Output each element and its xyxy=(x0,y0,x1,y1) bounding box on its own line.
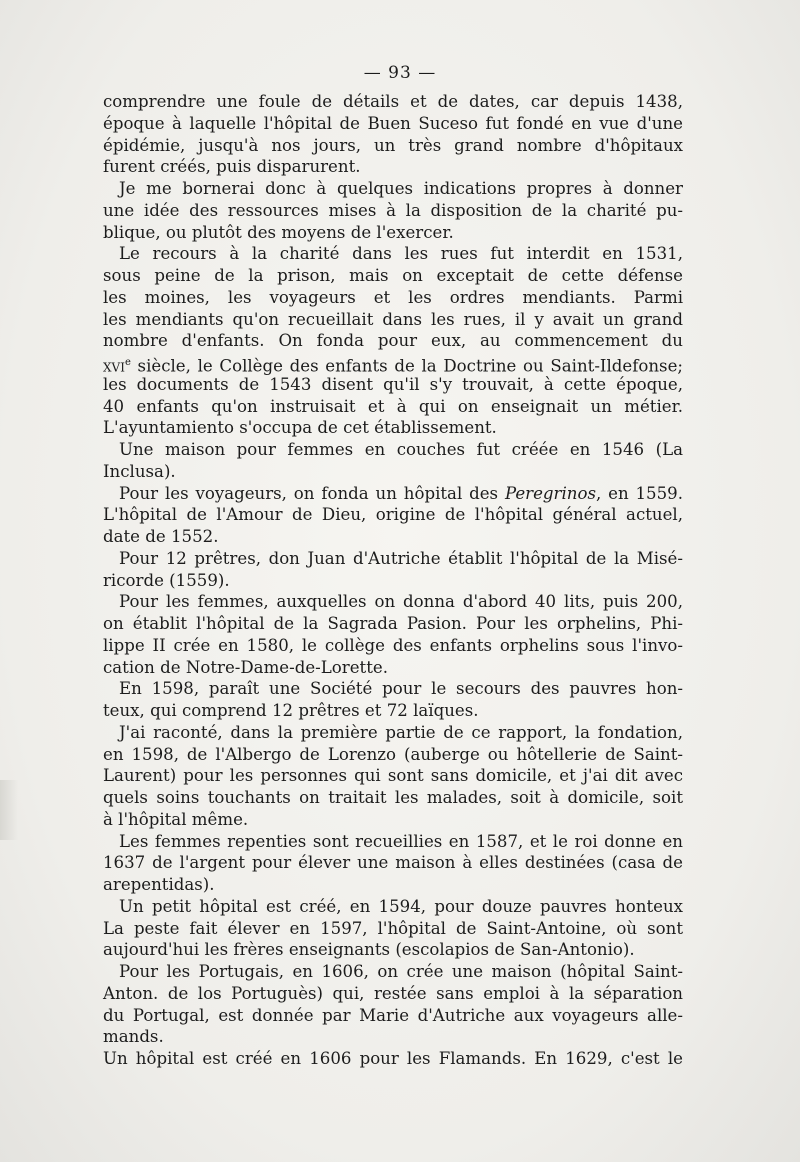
text-line: L'ayuntamiento s'occupa de cet établissement. xyxy=(103,418,497,438)
text-line: arepentidas). xyxy=(103,875,215,894)
text-line: épidémie, jusqu'à nos jours, un très grand nombre d'hôpitaux xyxy=(103,135,683,155)
text-line: teux, qui comprend 12 prêtres et 72 laïques. xyxy=(103,701,479,720)
text-line: Pour 12 prêtres, don Juan d'Autriche établit l'hôpital de la Misé- xyxy=(119,548,683,568)
text-line: Une maison pour femmes en couches fut créée en 1546 (La xyxy=(119,440,683,459)
text-line: nombre d'enfants. On fonda pour eux, au commencement du xyxy=(103,331,683,351)
text-line: Laurent) pour les personnes qui sont sans domicile, et j'ai dit avec xyxy=(103,766,683,786)
text-line: xvi$^e$ siècle, le Collège des enfants de la Doctrine ou Saint-Ildefonse; xyxy=(103,356,683,376)
text-line: L'hôpital de l'Amour de Dieu, origine de l'hôpital général actuel, xyxy=(103,505,683,525)
text-line: aujourd'hui les frères enseignants (escolapios de San-Antonio). xyxy=(103,940,635,960)
text-line: blique, ou plutôt des moyens de l'exercer. xyxy=(103,222,454,242)
text-line: cation de Notre-Dame-de-Lorette. xyxy=(103,657,388,677)
text-line: quels soins touchants on traitait les malades, soit à domicile, soit xyxy=(103,788,683,807)
text-line: Les femmes repenties sont recueillies en 1587, et le roi donne en xyxy=(119,831,683,851)
text-line: époque à laquelle l'hôpital de Buen Suceso fut fondé en vue d'une xyxy=(103,113,683,133)
text-line: sous peine de la prison, mais on exceptait de cette défense xyxy=(103,266,683,285)
text-line: J'ai raconté, dans la première partie de ce rapport, la fondation, xyxy=(119,722,683,742)
text-line: 1637 de l'argent pour élever une maison à elles destinées (casa de xyxy=(103,853,683,873)
text-line: comprendre une foule de détails et de dates, car depuis 1438, xyxy=(103,92,683,111)
text-line: les documents de 1543 disent qu'il s'y trouvait, à cette époque, xyxy=(103,374,683,394)
text-line: on établit l'hôpital de la Sagrada Pasion. Pour les orphelins, Phi- xyxy=(103,614,683,633)
page-edge-shadow xyxy=(0,780,18,840)
text-line: 40 enfants qu'on instruisait et à qui on enseignait un métier. xyxy=(103,396,683,416)
text-line: les mendiants qu'on recueillait dans les rues, il y avait un grand xyxy=(103,309,683,329)
text-line: une idée des ressources mises à la disposition de la charité pu- xyxy=(103,200,683,220)
text-line: du Portugal, est donnée par Marie d'Autriche aux voyageurs alle- xyxy=(103,1005,683,1025)
text-line: les moines, les voyageurs et les ordres mendiants. Parmi xyxy=(103,287,683,307)
text-line: En 1598, paraît une Société pour le secours des pauvres hon- xyxy=(119,679,683,699)
text-line: mands. xyxy=(103,1027,164,1047)
text-line: Un petit hôpital est créé, en 1594, pour douze pauvres honteux xyxy=(119,896,683,916)
text-line: lippe II crée en 1580, le collège des enfants orphelins sous l'invo- xyxy=(103,635,683,655)
text-line: Inclusa). xyxy=(103,461,176,481)
text-line: furent créés, puis disparurent. xyxy=(103,157,361,177)
text-line: Un hôpital est créé en 1606 pour les Flamands. En 1629, c'est le xyxy=(103,1049,683,1068)
text-line: Le recours à la charité dans les rues fut interdit en 1531, xyxy=(119,244,683,264)
text-line: en 1598, de l'Albergo de Lorenzo (auberge ou hôtellerie de Saint- xyxy=(103,744,683,764)
text-line: à l'hôpital même. xyxy=(103,809,249,829)
text-line: Pour les femmes, auxquelles on donna d'abord 40 lits, puis 200, xyxy=(119,592,683,612)
page-number: — 93 — xyxy=(363,63,437,83)
text-line: La peste fait élever en 1597, l'hôpital de Saint-Antoine, où sont xyxy=(103,918,683,938)
text-line: Anton. de los Portuguès) qui, restée sans emploi à la séparation xyxy=(103,983,683,1003)
text-line: Je me bornerai donc à quelques indications propres à donner xyxy=(119,179,683,198)
body-text xyxy=(103,91,683,1070)
text-line: Pour les Portugais, en 1606, on crée une maison (hôpital Saint- xyxy=(119,962,683,981)
text-line: date de 1552. xyxy=(103,527,219,546)
text-line: Pour les voyageurs, on fonda un hôpital des Peregrinos, en 1559. xyxy=(119,483,683,503)
text-line: ricorde (1559). xyxy=(103,570,230,590)
